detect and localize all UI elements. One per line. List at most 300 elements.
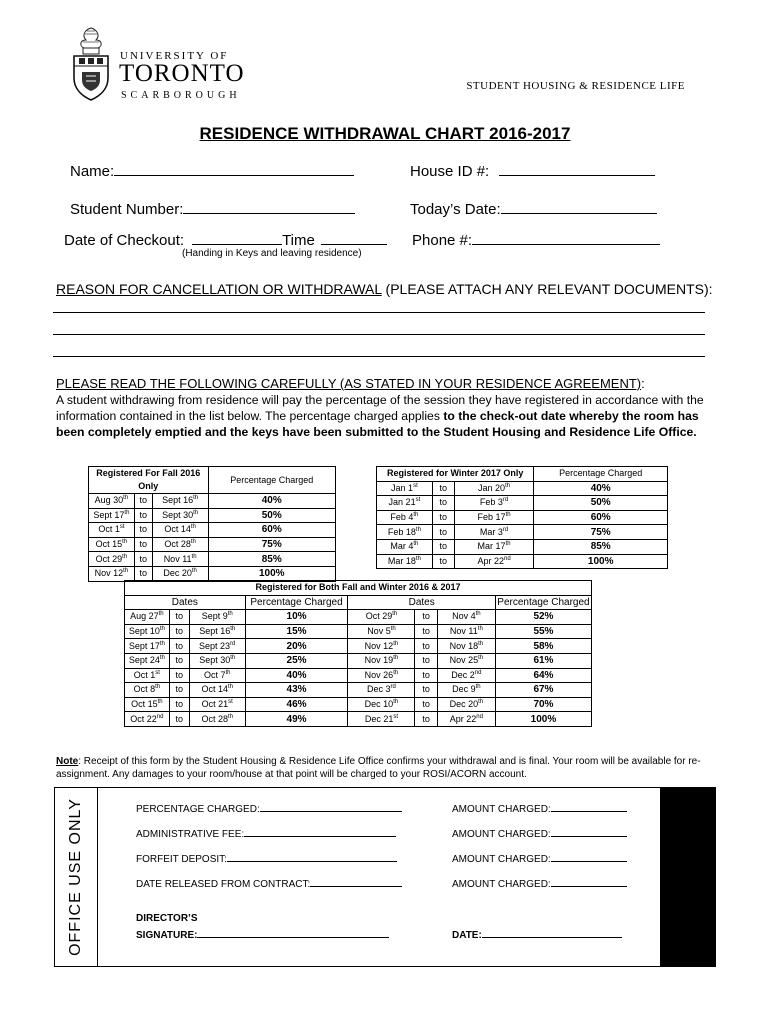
date-suffix: th: [191, 568, 197, 575]
director-signature-line[interactable]: [197, 927, 389, 938]
date-text: Nov 11: [449, 626, 478, 637]
fall-withdrawal-table: [88, 466, 336, 582]
both-left-to: to: [169, 624, 189, 639]
date-suffix: th: [478, 699, 484, 706]
both-right-until: [437, 712, 495, 727]
date-text: Dec 9: [452, 684, 476, 695]
director-label-line1: DIRECTOR’S: [136, 913, 198, 924]
administrative-fee-field[interactable]: [136, 826, 396, 840]
office-date-line[interactable]: [482, 927, 622, 938]
student-number-line[interactable]: [183, 199, 355, 214]
date-suffix: st: [413, 482, 418, 489]
director-signature-field[interactable]: [136, 927, 389, 941]
date-suffix: th: [122, 553, 128, 560]
university-crest-logo: [70, 26, 112, 102]
amount-charged-field-3[interactable]: [452, 851, 627, 865]
date-text: Sept 10: [128, 626, 160, 637]
student-number-label: Student Number:: [70, 201, 184, 218]
both-right-to: to: [415, 697, 437, 712]
please-read-heading-text: PLEASE READ THE FOLLOWING CAREFULLY (AS STATED IN YOUR RESIDENCE AGREEMENT): [56, 376, 642, 391]
checkout-date-line[interactable]: [192, 230, 282, 245]
phone-label: Phone #:: [412, 232, 473, 249]
amount-charged-label-2: AMOUNT CHARGED:: [452, 829, 551, 840]
both-dates-header-left: Dates: [125, 595, 246, 610]
checkout-date-field[interactable]: [64, 230, 387, 249]
fall-percentage: 40%: [208, 494, 336, 509]
date-text: Jan 21: [388, 497, 416, 508]
date-suffix: th: [413, 512, 419, 519]
time-label: Time: [282, 232, 315, 249]
date-text: Sept 9: [201, 611, 228, 622]
date-suffix: th: [475, 611, 481, 618]
date-text: Sept 30: [199, 655, 231, 666]
date-suffix: th: [413, 541, 419, 548]
fall-from: [89, 494, 135, 509]
both-left-from: [125, 697, 170, 712]
both-table-row: [125, 697, 592, 712]
date-text: Sept 17: [93, 509, 125, 520]
name-field[interactable]: [70, 161, 354, 180]
date-suffix: th: [393, 699, 399, 706]
date-suffix: th: [393, 669, 399, 676]
fall-from: [89, 566, 135, 581]
fall-to: to: [134, 494, 152, 509]
date-suffix: th: [227, 713, 233, 720]
department-name: STUDENT HOUSING & RESIDENCE LIFE: [466, 80, 685, 92]
date-text: Oct 7: [203, 669, 226, 680]
date-suffix: th: [505, 482, 511, 489]
winter-table-row: [377, 554, 668, 569]
date-suffix: th: [415, 555, 421, 562]
date-suffix: th: [190, 524, 196, 531]
both-right-to: to: [415, 668, 437, 683]
percentage-charged-line[interactable]: [260, 801, 402, 812]
winter-until: [454, 554, 534, 569]
date-suffix: th: [230, 655, 236, 662]
date-suffix: th: [157, 699, 163, 706]
date-suffix: th: [478, 640, 484, 647]
both-right-percentage: 100%: [495, 712, 591, 727]
winter-table-row: [377, 496, 668, 511]
fall-until: [152, 508, 208, 523]
amount-charged-field-2[interactable]: [452, 826, 627, 840]
both-left-percentage: 15%: [245, 624, 348, 639]
date-text: Feb 3: [479, 497, 503, 508]
office-date-field[interactable]: [452, 927, 622, 941]
amount-charged-line-3[interactable]: [551, 851, 627, 862]
both-left-percentage: 25%: [245, 653, 348, 668]
date-suffix: st: [393, 713, 399, 720]
date-suffix: th: [123, 495, 129, 502]
date-text: Nov 12: [364, 640, 394, 651]
date-suffix: th: [124, 509, 130, 516]
date-suffix: st: [228, 699, 233, 706]
date-released-line[interactable]: [310, 876, 402, 887]
both-left-to: to: [169, 653, 189, 668]
please-read-text-normal: A student withdrawing from residence will pay the percentage of the session they have registered in accordance with the information contained in the list below. The percentage charged applies: [56, 393, 704, 423]
both-right-percentage: 58%: [495, 639, 591, 654]
checkout-hint: (Handing in Keys and leaving residence): [182, 248, 362, 259]
both-table-row: [125, 610, 592, 625]
both-table-row: [125, 683, 592, 698]
winter-from: [377, 481, 433, 496]
fall-percentage: 85%: [208, 552, 336, 567]
date-suffix: th: [230, 626, 236, 633]
reason-line-3[interactable]: [53, 356, 705, 357]
winter-from: [377, 510, 433, 525]
date-text: Oct 21: [201, 699, 229, 710]
both-table-row: [125, 653, 592, 668]
todays-date-label: Today’s Date:: [410, 201, 501, 218]
winter-to: to: [432, 554, 454, 569]
date-suffix: th: [191, 553, 197, 560]
date-text: Jan 1: [391, 482, 414, 493]
both-right-to: to: [415, 624, 437, 639]
director-signature-label: SIGNATURE:: [136, 930, 198, 941]
both-left-until: [189, 712, 245, 727]
date-text: Oct 14: [201, 684, 228, 695]
both-right-from: [348, 610, 415, 625]
administrative-fee-label: ADMINISTRATIVE FEE:: [136, 829, 245, 840]
date-text: Dec 2: [451, 669, 475, 680]
both-table-row: [125, 668, 592, 683]
date-text: Sept 24: [128, 655, 160, 666]
winter-table-row: [377, 539, 668, 554]
both-left-until: [189, 639, 245, 654]
please-read-paragraph: [56, 392, 706, 440]
name-line[interactable]: [114, 161, 354, 176]
date-text: Aug 30: [94, 495, 124, 506]
fall-until: [152, 537, 208, 552]
both-right-percentage: 61%: [495, 653, 591, 668]
student-number-field[interactable]: [70, 199, 355, 218]
todays-date-field[interactable]: [410, 199, 657, 218]
winter-until: [454, 510, 534, 525]
both-left-until: [189, 697, 245, 712]
date-text: Dec 21: [364, 713, 394, 724]
amount-charged-line-1[interactable]: [551, 801, 627, 812]
both-left-until: [189, 624, 245, 639]
both-left-from: [125, 610, 170, 625]
fall-from: [89, 552, 135, 567]
winter-until: [454, 481, 534, 496]
fall-percentage: 75%: [208, 537, 336, 552]
both-right-from: [348, 668, 415, 683]
winter-until: [454, 539, 534, 554]
both-dates-header-right: Dates: [348, 595, 495, 610]
please-read-heading: [56, 376, 645, 391]
both-right-from: [348, 639, 415, 654]
forfeit-deposit-label: FORFEIT DEPOSIT:: [136, 854, 227, 865]
scarborough-text: SCARBOROUGH: [121, 90, 241, 101]
date-text: Oct 15: [95, 539, 123, 550]
both-left-to: to: [169, 668, 189, 683]
date-suffix: th: [225, 669, 231, 676]
date-suffix: th: [393, 655, 399, 662]
both-right-from: [348, 697, 415, 712]
fall-table-row: [89, 537, 336, 552]
both-right-until: [437, 639, 495, 654]
both-right-from: [348, 712, 415, 727]
fall-to: to: [134, 523, 152, 538]
both-left-until: [189, 668, 245, 683]
fall-table-row: [89, 566, 336, 581]
date-text: Oct 28: [201, 713, 228, 724]
reason-underlined: REASON FOR CANCELLATION OR WITHDRAWAL: [56, 281, 382, 297]
winter-from: [377, 554, 433, 569]
time-line[interactable]: [321, 230, 387, 245]
both-right-from: [348, 624, 415, 639]
fall-to: to: [134, 566, 152, 581]
fall-to: to: [134, 537, 152, 552]
winter-table-row: [377, 481, 668, 496]
winter-table-header: Registered for Winter 2017 Only: [377, 467, 534, 482]
winter-table-row: [377, 510, 668, 525]
winter-from: [377, 539, 433, 554]
fall-to: to: [134, 508, 152, 523]
date-text: Nov 5: [367, 626, 391, 637]
winter-to: to: [432, 525, 454, 540]
date-suffix: nd: [476, 713, 483, 720]
reason-line-2[interactable]: [53, 334, 705, 335]
reason-line-1[interactable]: [53, 312, 705, 313]
date-text: Feb 17: [477, 512, 506, 523]
fall-percentage: 100%: [208, 566, 336, 581]
fall-from: [89, 508, 135, 523]
both-right-percentage: 70%: [495, 697, 591, 712]
administrative-fee-line[interactable]: [244, 826, 396, 837]
date-released-label: DATE RELEASED FROM CONTRACT:: [136, 879, 311, 890]
percentage-charged-label: PERCENTAGE CHARGED:: [136, 804, 260, 815]
fall-from: [89, 523, 135, 538]
both-right-percentage: 55%: [495, 624, 591, 639]
date-suffix: th: [190, 539, 196, 546]
please-read-colon: :: [641, 376, 645, 391]
date-text: Oct 22: [130, 713, 157, 724]
percentage-charged-field[interactable]: [136, 801, 402, 815]
date-text: Oct 1: [98, 524, 120, 535]
winter-to: to: [432, 510, 454, 525]
winter-percentage: 85%: [534, 539, 668, 554]
forfeit-deposit-line[interactable]: [227, 851, 397, 862]
date-suffix: th: [122, 539, 128, 546]
both-table-row: [125, 624, 592, 639]
date-text: Apr 22: [449, 713, 477, 724]
date-text: Mar 3: [479, 526, 503, 537]
both-right-to: to: [415, 712, 437, 727]
both-right-until: [437, 668, 495, 683]
date-suffix: th: [392, 611, 398, 618]
amount-charged-field-4[interactable]: [452, 876, 627, 890]
date-suffix: st: [415, 497, 421, 504]
phone-line[interactable]: [472, 230, 660, 245]
date-text: Oct 14: [164, 524, 191, 535]
amount-charged-label-4: AMOUNT CHARGED:: [452, 879, 551, 890]
house-id-line[interactable]: [499, 161, 655, 176]
winter-percentage: 75%: [534, 525, 668, 540]
both-left-from: [125, 653, 170, 668]
date-text: Mar 17: [477, 541, 506, 552]
date-text: Sept 17: [128, 640, 160, 651]
reason-rest: (PLEASE ATTACH ANY RELEVANT DOCUMENTS):: [381, 281, 713, 297]
date-suffix: th: [505, 512, 511, 519]
both-right-to: to: [415, 683, 437, 698]
both-right-until: [437, 624, 495, 639]
both-right-until: [437, 697, 495, 712]
date-text: Dec 3: [367, 684, 391, 695]
date-suffix: th: [158, 611, 164, 618]
winter-withdrawal-table: [376, 466, 668, 569]
both-right-percentage: 67%: [495, 683, 591, 698]
date-suffix: th: [155, 684, 161, 691]
both-left-until: [189, 653, 245, 668]
fall-pct-header: Percentage Charged: [208, 467, 336, 494]
both-right-percentage: 64%: [495, 668, 591, 683]
both-left-until: [189, 610, 245, 625]
name-label: Name:: [70, 163, 115, 180]
date-text: Aug 27: [130, 611, 159, 622]
date-suffix: th: [415, 526, 421, 533]
note-paragraph: [56, 755, 716, 781]
date-suffix: rd: [502, 526, 509, 533]
both-left-to: to: [169, 697, 189, 712]
fall-table-row: [89, 494, 336, 509]
fall-to: to: [134, 552, 152, 567]
note-text: : Receipt of this form by the Student Housing & Residence Life Office confirms your withdrawal and is final. Your room will be available for re-assignment. Any damages to your room/house at that point will be charged to your ROSI/ACORN account.: [56, 756, 701, 780]
fall-until: [152, 523, 208, 538]
fall-percentage: 60%: [208, 523, 336, 538]
todays-date-line[interactable]: [501, 199, 657, 214]
both-pct-header-left: Percentage Charged: [245, 595, 348, 610]
winter-percentage: 60%: [534, 510, 668, 525]
date-text: Dec 20: [163, 568, 192, 579]
amount-charged-line-2[interactable]: [551, 826, 627, 837]
both-left-percentage: 49%: [245, 712, 348, 727]
reason-heading: [56, 281, 713, 297]
winter-to: to: [432, 539, 454, 554]
toronto-wordmark: TORONTO: [119, 60, 245, 87]
checkout-date-label: Date of Checkout:: [64, 232, 185, 249]
both-left-percentage: 20%: [245, 639, 348, 654]
date-released-field[interactable]: [136, 876, 402, 890]
both-right-from: [348, 683, 415, 698]
both-right-to: to: [415, 610, 437, 625]
winter-table-row: [377, 525, 668, 540]
fall-until: [152, 494, 208, 509]
phone-field[interactable]: [412, 230, 660, 249]
both-left-from: [125, 639, 170, 654]
office-date-label: DATE:: [452, 930, 482, 941]
both-table-row: [125, 712, 592, 727]
winter-until: [454, 496, 534, 511]
both-left-to: to: [169, 712, 189, 727]
fall-until: [152, 552, 208, 567]
both-right-until: [437, 653, 495, 668]
forfeit-deposit-field[interactable]: [136, 851, 397, 865]
date-suffix: th: [505, 541, 511, 548]
amount-charged-field-1[interactable]: [452, 801, 627, 815]
date-suffix: th: [193, 495, 199, 502]
winter-percentage: 100%: [534, 554, 668, 569]
date-suffix: rd: [230, 640, 236, 647]
fall-from: [89, 537, 135, 552]
please-read-text-bold: to the check-out date whereby the room has been completely emptied and the keys have been submitted to the Student Housing and Residence Life Office.: [56, 409, 699, 439]
winter-from: [377, 496, 433, 511]
date-suffix: th: [159, 626, 165, 633]
date-suffix: th: [123, 568, 129, 575]
amount-charged-label-1: AMOUNT CHARGED:: [452, 804, 551, 815]
fall-until: [152, 566, 208, 581]
fall-percentage: 50%: [208, 508, 336, 523]
date-text: Nov 11: [163, 553, 192, 564]
house-id-field[interactable]: [410, 161, 655, 180]
winter-percentage: 50%: [534, 496, 668, 511]
date-text: Oct 29: [95, 553, 123, 564]
date-text: Nov 19: [364, 655, 394, 666]
winter-to: to: [432, 496, 454, 511]
document-title: RESIDENCE WITHDRAWAL CHART 2016-2017: [199, 124, 571, 143]
both-left-from: [125, 712, 170, 727]
university-of-text: UNIVERSITY OF: [120, 50, 229, 62]
date-suffix: th: [390, 626, 396, 633]
amount-charged-line-4[interactable]: [551, 876, 627, 887]
winter-from: [377, 525, 433, 540]
full-year-withdrawal-table: [124, 580, 592, 727]
date-suffix: st: [155, 669, 160, 676]
date-text: Oct 15: [131, 699, 158, 710]
date-suffix: rd: [390, 684, 396, 691]
date-suffix: th: [159, 655, 165, 662]
date-text: Oct 28: [164, 539, 191, 550]
date-text: Nov 25: [449, 655, 479, 666]
fall-table-row: [89, 508, 336, 523]
date-text: Mar 18: [387, 555, 416, 566]
date-suffix: st: [119, 524, 125, 531]
fall-table-row: [89, 552, 336, 567]
fall-table-header: Registered For Fall 2016 Only: [89, 467, 209, 494]
date-suffix: rd: [502, 497, 509, 504]
both-right-percentage: 52%: [495, 610, 591, 625]
both-right-until: [437, 683, 495, 698]
both-left-percentage: 10%: [245, 610, 348, 625]
date-text: Nov 12: [94, 568, 124, 579]
amount-charged-label-3: AMOUNT CHARGED:: [452, 854, 551, 865]
date-suffix: nd: [474, 669, 482, 676]
both-left-percentage: 43%: [245, 683, 348, 698]
office-use-text: OFFICE USE ONLY: [67, 798, 84, 956]
winter-pct-header: Percentage Charged: [534, 467, 668, 482]
both-left-to: to: [169, 639, 189, 654]
date-text: Jan 20: [478, 482, 506, 493]
date-text: Apr 22: [477, 555, 504, 566]
both-left-percentage: 46%: [245, 697, 348, 712]
both-right-to: to: [415, 639, 437, 654]
date-suffix: th: [475, 684, 481, 691]
both-table-row: [125, 639, 592, 654]
date-suffix: th: [478, 655, 484, 662]
both-left-from: [125, 683, 170, 698]
date-suffix: nd: [503, 555, 511, 562]
fall-table-row: [89, 523, 336, 538]
house-id-label: House ID #:: [410, 163, 490, 180]
winter-to: to: [432, 481, 454, 496]
date-text: Oct 29: [365, 611, 393, 622]
date-text: Dec 20: [449, 699, 479, 710]
date-suffix: th: [227, 611, 233, 618]
both-pct-header-right: Percentage Charged: [497, 596, 590, 608]
winter-percentage: 40%: [534, 481, 668, 496]
date-text: Feb 18: [387, 526, 416, 537]
